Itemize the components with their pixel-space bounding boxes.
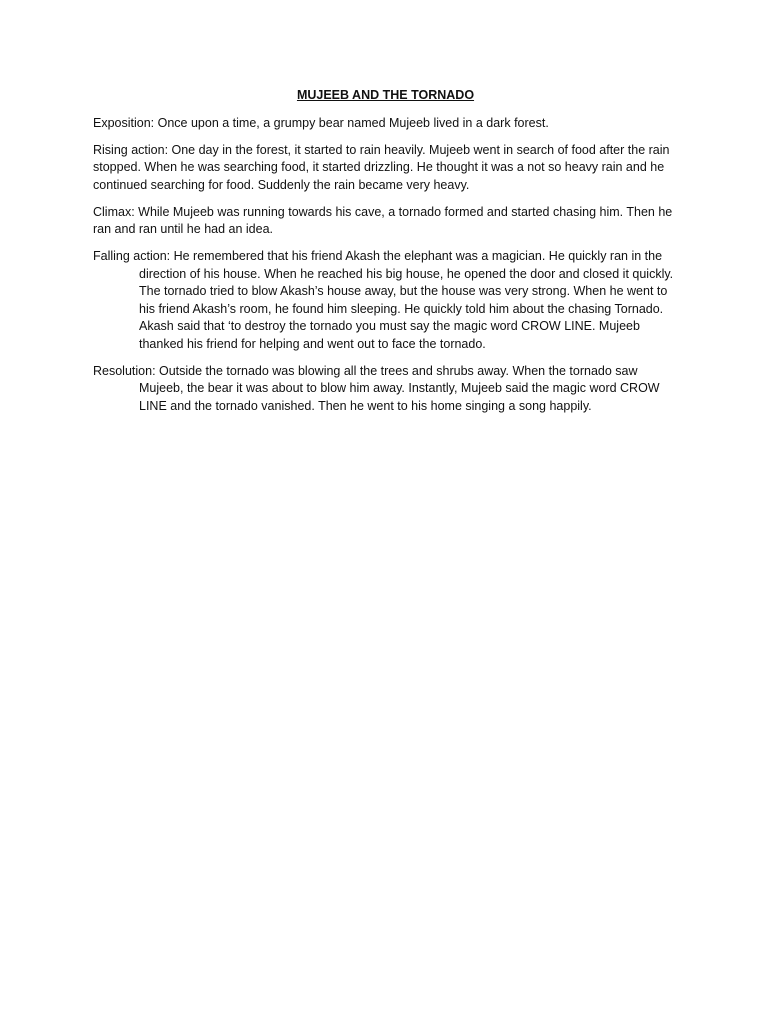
paragraph-resolution: Resolution: Outside the tornado was blowing all the trees and shrubs away. When the tornado saw Mujeeb, the bear it was about to blow him away. Instantly, Mujeeb said the magic word CROW LINE and the tornado vanished. Then he went to his home singing a song happily. bbox=[93, 363, 660, 413]
paragraph-falling-action: Falling action: He remembered that his friend Akash the elephant was a magician. He quickly ran in the direction of his house. When he reached his big house, he opened the door and closed it quickly. The tornado tried to blow Akash’s house away, but the house was very strong. When he went to his friend Akash’s room, he found him sleeping. He quickly told him about the chasing Tornado. Akash said that ‘to destroy the tornado you must say the magic word CROW LINE. Mujeeb thanked his friend for helping and went out to face the tornado. bbox=[93, 249, 674, 351]
document-title: MUJEEB AND THE TORNADO bbox=[296, 88, 475, 102]
paragraph-exposition: Exposition: Once upon a time, a grumpy bear named Mujeeb lived in a dark forest. bbox=[93, 115, 549, 130]
paragraph-rising-action: Rising action: One day in the forest, it started to rain heavily. Mujeeb went in search of food after the rain stopped. When he was searching food, it started drizzling. He thought it was a not so heavy rain and he continued searching for food. Suddenly the rain became very heavy. bbox=[93, 142, 670, 192]
document-body bbox=[93, 87, 678, 425]
paragraph-climax: Climax: While Mujeeb was running towards his cave, a tornado formed and started chasing him. Then he ran and ran until he had an idea. bbox=[93, 204, 673, 236]
